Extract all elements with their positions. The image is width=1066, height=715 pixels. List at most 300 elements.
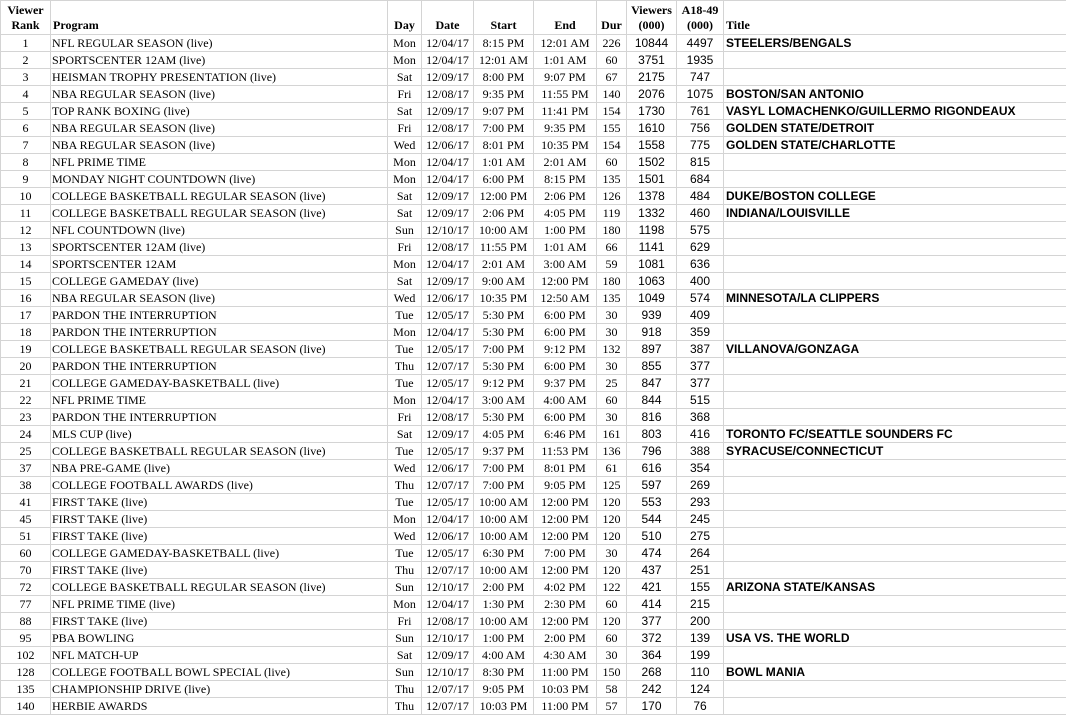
- cell-viewers: 1501: [627, 171, 677, 188]
- cell-viewers: 1378: [627, 188, 677, 205]
- cell-end: 7:00 PM: [534, 545, 597, 562]
- cell-title: [724, 222, 1066, 239]
- cell-viewers: 1502: [627, 154, 677, 171]
- cell-rank: 41: [1, 494, 51, 511]
- cell-program: HERBIE AWARDS: [51, 698, 388, 715]
- cell-day: Sun: [388, 664, 422, 681]
- cell-end: 4:02 PM: [534, 579, 597, 596]
- cell-date: 12/10/17: [422, 664, 474, 681]
- cell-start: 10:00 AM: [474, 528, 534, 545]
- cell-rank: 128: [1, 664, 51, 681]
- cell-title: TORONTO FC/SEATTLE SOUNDERS FC: [724, 426, 1066, 443]
- cell-end: 10:03 PM: [534, 681, 597, 698]
- cell-a18: 416: [677, 426, 724, 443]
- cell-a18: 377: [677, 375, 724, 392]
- table-row: [1, 698, 1066, 715]
- cell-date: 12/09/17: [422, 69, 474, 86]
- cell-dur: 120: [597, 494, 627, 511]
- cell-start: 12:00 PM: [474, 188, 534, 205]
- cell-end: 11:00 PM: [534, 664, 597, 681]
- cell-rank: 95: [1, 630, 51, 647]
- cell-a18: 200: [677, 613, 724, 630]
- table-row: [1, 120, 1066, 137]
- cell-viewers: 918: [627, 324, 677, 341]
- cell-title: [724, 324, 1066, 341]
- cell-dur: 180: [597, 222, 627, 239]
- cell-a18: 199: [677, 647, 724, 664]
- cell-title: [724, 307, 1066, 324]
- cell-program: PBA BOWLING: [51, 630, 388, 647]
- cell-rank: 10: [1, 188, 51, 205]
- cell-date: 12/04/17: [422, 52, 474, 69]
- cell-dur: 120: [597, 511, 627, 528]
- cell-end: 9:35 PM: [534, 120, 597, 137]
- cell-end: 2:01 AM: [534, 154, 597, 171]
- cell-title: [724, 273, 1066, 290]
- cell-program: COLLEGE BASKETBALL REGULAR SEASON (live): [51, 341, 388, 358]
- cell-viewers: 1198: [627, 222, 677, 239]
- cell-date: 12/05/17: [422, 494, 474, 511]
- cell-program: MONDAY NIGHT COUNTDOWN (live): [51, 171, 388, 188]
- cell-a18: 636: [677, 256, 724, 273]
- cell-title: ARIZONA STATE/KANSAS: [724, 579, 1066, 596]
- cell-date: 12/06/17: [422, 460, 474, 477]
- cell-date: 12/06/17: [422, 528, 474, 545]
- cell-day: Mon: [388, 154, 422, 171]
- cell-day: Fri: [388, 86, 422, 103]
- table-row: [1, 596, 1066, 613]
- cell-end: 11:53 PM: [534, 443, 597, 460]
- cell-title: MINNESOTA/LA CLIPPERS: [724, 290, 1066, 307]
- cell-program: PARDON THE INTERRUPTION: [51, 307, 388, 324]
- table-row: [1, 426, 1066, 443]
- cell-day: Sat: [388, 188, 422, 205]
- table-row: [1, 154, 1066, 171]
- cell-day: Sun: [388, 579, 422, 596]
- cell-rank: 16: [1, 290, 51, 307]
- cell-rank: 22: [1, 392, 51, 409]
- cell-end: 12:00 PM: [534, 562, 597, 579]
- cell-a18: 215: [677, 596, 724, 613]
- cell-title: [724, 375, 1066, 392]
- cell-dur: 30: [597, 647, 627, 664]
- cell-date: 12/04/17: [422, 511, 474, 528]
- cell-start: 10:00 AM: [474, 613, 534, 630]
- cell-end: 9:12 PM: [534, 341, 597, 358]
- header-dur: Dur: [597, 1, 627, 35]
- cell-end: 10:35 PM: [534, 137, 597, 154]
- cell-date: 12/09/17: [422, 426, 474, 443]
- cell-title: [724, 528, 1066, 545]
- cell-program: COLLEGE GAMEDAY-BASKETBALL (live): [51, 375, 388, 392]
- table-row: [1, 188, 1066, 205]
- cell-program: COLLEGE BASKETBALL REGULAR SEASON (live): [51, 188, 388, 205]
- cell-rank: 17: [1, 307, 51, 324]
- cell-a18: 377: [677, 358, 724, 375]
- cell-a18: 574: [677, 290, 724, 307]
- cell-rank: 15: [1, 273, 51, 290]
- cell-title: [724, 392, 1066, 409]
- cell-end: 6:00 PM: [534, 307, 597, 324]
- cell-dur: 154: [597, 103, 627, 120]
- header-day: Day: [388, 1, 422, 35]
- cell-viewers: 10844: [627, 35, 677, 52]
- cell-a18: 387: [677, 341, 724, 358]
- cell-date: 12/07/17: [422, 698, 474, 715]
- cell-a18: 684: [677, 171, 724, 188]
- cell-day: Sat: [388, 647, 422, 664]
- cell-title: [724, 681, 1066, 698]
- cell-day: Thu: [388, 698, 422, 715]
- cell-dur: 161: [597, 426, 627, 443]
- cell-rank: 12: [1, 222, 51, 239]
- cell-viewers: 1141: [627, 239, 677, 256]
- cell-dur: 132: [597, 341, 627, 358]
- cell-end: 8:01 PM: [534, 460, 597, 477]
- cell-a18: 269: [677, 477, 724, 494]
- cell-rank: 38: [1, 477, 51, 494]
- cell-end: 4:05 PM: [534, 205, 597, 222]
- cell-program: FIRST TAKE (live): [51, 613, 388, 630]
- cell-end: 3:00 AM: [534, 256, 597, 273]
- cell-viewers: 855: [627, 358, 677, 375]
- table-row: [1, 409, 1066, 426]
- cell-date: 12/08/17: [422, 239, 474, 256]
- cell-program: NFL REGULAR SEASON (live): [51, 35, 388, 52]
- cell-title: [724, 69, 1066, 86]
- cell-end: 12:00 PM: [534, 273, 597, 290]
- cell-rank: 9: [1, 171, 51, 188]
- cell-viewers: 364: [627, 647, 677, 664]
- cell-day: Fri: [388, 239, 422, 256]
- cell-date: 12/04/17: [422, 596, 474, 613]
- cell-start: 2:06 PM: [474, 205, 534, 222]
- table-row: [1, 290, 1066, 307]
- cell-rank: 18: [1, 324, 51, 341]
- cell-date: 12/08/17: [422, 613, 474, 630]
- table-row: [1, 375, 1066, 392]
- cell-dur: 154: [597, 137, 627, 154]
- cell-rank: 72: [1, 579, 51, 596]
- cell-program: CHAMPIONSHIP DRIVE (live): [51, 681, 388, 698]
- cell-start: 5:30 PM: [474, 307, 534, 324]
- cell-viewers: 616: [627, 460, 677, 477]
- cell-day: Mon: [388, 324, 422, 341]
- cell-date: 12/08/17: [422, 120, 474, 137]
- cell-program: NFL MATCH-UP: [51, 647, 388, 664]
- cell-rank: 135: [1, 681, 51, 698]
- cell-start: 5:30 PM: [474, 409, 534, 426]
- header-rank: Viewer Rank: [1, 1, 51, 35]
- cell-end: 1:00 PM: [534, 222, 597, 239]
- cell-a18: 4497: [677, 35, 724, 52]
- cell-dur: 126: [597, 188, 627, 205]
- cell-start: 7:00 PM: [474, 460, 534, 477]
- cell-dur: 60: [597, 596, 627, 613]
- header-program: Program: [51, 1, 388, 35]
- cell-date: 12/05/17: [422, 341, 474, 358]
- table-row: [1, 562, 1066, 579]
- cell-start: 9:35 PM: [474, 86, 534, 103]
- cell-program: PARDON THE INTERRUPTION: [51, 358, 388, 375]
- cell-end: 6:00 PM: [534, 358, 597, 375]
- cell-start: 8:00 PM: [474, 69, 534, 86]
- cell-viewers: 268: [627, 664, 677, 681]
- cell-viewers: 1063: [627, 273, 677, 290]
- cell-rank: 7: [1, 137, 51, 154]
- cell-viewers: 897: [627, 341, 677, 358]
- cell-date: 12/07/17: [422, 562, 474, 579]
- cell-viewers: 544: [627, 511, 677, 528]
- cell-viewers: 3751: [627, 52, 677, 69]
- cell-day: Mon: [388, 511, 422, 528]
- cell-title: [724, 494, 1066, 511]
- cell-dur: 140: [597, 86, 627, 103]
- cell-title: [724, 613, 1066, 630]
- cell-date: 12/05/17: [422, 375, 474, 392]
- cell-program: NFL PRIME TIME (live): [51, 596, 388, 613]
- cell-title: INDIANA/LOUISVILLE: [724, 205, 1066, 222]
- cell-viewers: 170: [627, 698, 677, 715]
- table-row: [1, 664, 1066, 681]
- cell-dur: 60: [597, 630, 627, 647]
- cell-rank: 140: [1, 698, 51, 715]
- cell-dur: 30: [597, 409, 627, 426]
- cell-a18: 1935: [677, 52, 724, 69]
- cell-program: PARDON THE INTERRUPTION: [51, 409, 388, 426]
- cell-end: 12:00 PM: [534, 613, 597, 630]
- cell-a18: 275: [677, 528, 724, 545]
- cell-viewers: 414: [627, 596, 677, 613]
- cell-date: 12/06/17: [422, 137, 474, 154]
- cell-rank: 2: [1, 52, 51, 69]
- table-row: [1, 103, 1066, 120]
- cell-rank: 70: [1, 562, 51, 579]
- cell-day: Sat: [388, 69, 422, 86]
- cell-rank: 21: [1, 375, 51, 392]
- cell-start: 12:01 AM: [474, 52, 534, 69]
- cell-date: 12/10/17: [422, 222, 474, 239]
- table-row: [1, 392, 1066, 409]
- cell-program: NBA REGULAR SEASON (live): [51, 290, 388, 307]
- cell-rank: 19: [1, 341, 51, 358]
- cell-start: 7:00 PM: [474, 341, 534, 358]
- cell-day: Wed: [388, 290, 422, 307]
- table-row: [1, 171, 1066, 188]
- table-row: [1, 341, 1066, 358]
- cell-end: 2:30 PM: [534, 596, 597, 613]
- cell-start: 9:37 PM: [474, 443, 534, 460]
- cell-dur: 155: [597, 120, 627, 137]
- cell-a18: 747: [677, 69, 724, 86]
- cell-dur: 66: [597, 239, 627, 256]
- cell-date: 12/04/17: [422, 256, 474, 273]
- table-row: [1, 477, 1066, 494]
- cell-a18: 484: [677, 188, 724, 205]
- cell-rank: 23: [1, 409, 51, 426]
- cell-program: NBA REGULAR SEASON (live): [51, 86, 388, 103]
- cell-program: TOP RANK BOXING (live): [51, 103, 388, 120]
- cell-end: 8:15 PM: [534, 171, 597, 188]
- cell-day: Tue: [388, 443, 422, 460]
- cell-start: 8:15 PM: [474, 35, 534, 52]
- cell-program: FIRST TAKE (live): [51, 562, 388, 579]
- cell-day: Tue: [388, 307, 422, 324]
- cell-title: DUKE/BOSTON COLLEGE: [724, 188, 1066, 205]
- cell-program: FIRST TAKE (live): [51, 511, 388, 528]
- table-row: [1, 239, 1066, 256]
- table-row: [1, 86, 1066, 103]
- cell-dur: 120: [597, 528, 627, 545]
- cell-date: 12/04/17: [422, 35, 474, 52]
- cell-a18: 629: [677, 239, 724, 256]
- cell-dur: 135: [597, 171, 627, 188]
- cell-date: 12/05/17: [422, 545, 474, 562]
- cell-a18: 354: [677, 460, 724, 477]
- cell-end: 11:55 PM: [534, 86, 597, 103]
- cell-viewers: 1049: [627, 290, 677, 307]
- cell-program: COLLEGE GAMEDAY-BASKETBALL (live): [51, 545, 388, 562]
- cell-viewers: 803: [627, 426, 677, 443]
- cell-day: Sat: [388, 273, 422, 290]
- cell-rank: 4: [1, 86, 51, 103]
- cell-date: 12/04/17: [422, 324, 474, 341]
- cell-dur: 125: [597, 477, 627, 494]
- cell-date: 12/09/17: [422, 103, 474, 120]
- cell-end: 9:07 PM: [534, 69, 597, 86]
- cell-dur: 25: [597, 375, 627, 392]
- cell-end: 6:46 PM: [534, 426, 597, 443]
- cell-start: 7:00 PM: [474, 477, 534, 494]
- cell-end: 2:06 PM: [534, 188, 597, 205]
- cell-start: 6:30 PM: [474, 545, 534, 562]
- cell-title: GOLDEN STATE/CHARLOTTE: [724, 137, 1066, 154]
- cell-end: 4:30 AM: [534, 647, 597, 664]
- table-row: [1, 222, 1066, 239]
- cell-end: 1:01 AM: [534, 52, 597, 69]
- cell-a18: 515: [677, 392, 724, 409]
- cell-date: 12/06/17: [422, 290, 474, 307]
- cell-end: 12:01 AM: [534, 35, 597, 52]
- cell-viewers: 816: [627, 409, 677, 426]
- cell-dur: 180: [597, 273, 627, 290]
- table-row: [1, 307, 1066, 324]
- cell-date: 12/04/17: [422, 154, 474, 171]
- cell-program: COLLEGE FOOTBALL AWARDS (live): [51, 477, 388, 494]
- cell-program: FIRST TAKE (live): [51, 528, 388, 545]
- cell-viewers: 372: [627, 630, 677, 647]
- cell-end: 9:37 PM: [534, 375, 597, 392]
- table-row: [1, 52, 1066, 69]
- cell-end: 4:00 AM: [534, 392, 597, 409]
- cell-title: [724, 358, 1066, 375]
- cell-title: [724, 511, 1066, 528]
- cell-program: NFL PRIME TIME: [51, 392, 388, 409]
- cell-program: SPORTSCENTER 12AM: [51, 256, 388, 273]
- cell-date: 12/07/17: [422, 681, 474, 698]
- table-row: [1, 545, 1066, 562]
- cell-program: HEISMAN TROPHY PRESENTATION (live): [51, 69, 388, 86]
- cell-day: Mon: [388, 596, 422, 613]
- cell-day: Mon: [388, 171, 422, 188]
- cell-rank: 51: [1, 528, 51, 545]
- cell-date: 12/09/17: [422, 273, 474, 290]
- cell-title: VASYL LOMACHENKO/GUILLERMO RIGONDEAUX: [724, 103, 1066, 120]
- cell-start: 8:01 PM: [474, 137, 534, 154]
- cell-dur: 59: [597, 256, 627, 273]
- cell-title: [724, 154, 1066, 171]
- cell-day: Tue: [388, 341, 422, 358]
- cell-date: 12/09/17: [422, 205, 474, 222]
- cell-day: Sat: [388, 205, 422, 222]
- header-title: Title: [724, 1, 1066, 35]
- cell-dur: 226: [597, 35, 627, 52]
- cell-start: 9:00 AM: [474, 273, 534, 290]
- cell-viewers: 2076: [627, 86, 677, 103]
- cell-date: 12/08/17: [422, 86, 474, 103]
- cell-program: COLLEGE GAMEDAY (live): [51, 273, 388, 290]
- cell-dur: 150: [597, 664, 627, 681]
- cell-program: MLS CUP (live): [51, 426, 388, 443]
- cell-rank: 5: [1, 103, 51, 120]
- cell-program: NFL COUNTDOWN (live): [51, 222, 388, 239]
- cell-dur: 60: [597, 392, 627, 409]
- cell-date: 12/05/17: [422, 443, 474, 460]
- cell-a18: 460: [677, 205, 724, 222]
- cell-program: FIRST TAKE (live): [51, 494, 388, 511]
- cell-end: 1:01 AM: [534, 239, 597, 256]
- cell-day: Tue: [388, 494, 422, 511]
- cell-a18: 1075: [677, 86, 724, 103]
- cell-dur: 58: [597, 681, 627, 698]
- cell-rank: 45: [1, 511, 51, 528]
- cell-title: [724, 477, 1066, 494]
- cell-viewers: 844: [627, 392, 677, 409]
- cell-dur: 61: [597, 460, 627, 477]
- cell-a18: 293: [677, 494, 724, 511]
- cell-viewers: 1081: [627, 256, 677, 273]
- cell-day: Fri: [388, 409, 422, 426]
- cell-program: NBA PRE-GAME (live): [51, 460, 388, 477]
- table-row: [1, 205, 1066, 222]
- cell-rank: 1: [1, 35, 51, 52]
- cell-viewers: 474: [627, 545, 677, 562]
- cell-program: SPORTSCENTER 12AM (live): [51, 239, 388, 256]
- cell-day: Fri: [388, 613, 422, 630]
- cell-start: 9:07 PM: [474, 103, 534, 120]
- cell-a18: 775: [677, 137, 724, 154]
- cell-rank: 88: [1, 613, 51, 630]
- cell-a18: 245: [677, 511, 724, 528]
- cell-start: 11:55 PM: [474, 239, 534, 256]
- table-row: [1, 443, 1066, 460]
- header-start: Start: [474, 1, 534, 35]
- cell-dur: 136: [597, 443, 627, 460]
- cell-title: [724, 409, 1066, 426]
- cell-viewers: 939: [627, 307, 677, 324]
- table-row: [1, 579, 1066, 596]
- cell-title: STEELERS/BENGALS: [724, 35, 1066, 52]
- cell-day: Mon: [388, 52, 422, 69]
- cell-rank: 8: [1, 154, 51, 171]
- cell-date: 12/08/17: [422, 409, 474, 426]
- cell-program: PARDON THE INTERRUPTION: [51, 324, 388, 341]
- table-row: [1, 630, 1066, 647]
- cell-viewers: 510: [627, 528, 677, 545]
- cell-rank: 25: [1, 443, 51, 460]
- cell-viewers: 2175: [627, 69, 677, 86]
- cell-program: COLLEGE FOOTBALL BOWL SPECIAL (live): [51, 664, 388, 681]
